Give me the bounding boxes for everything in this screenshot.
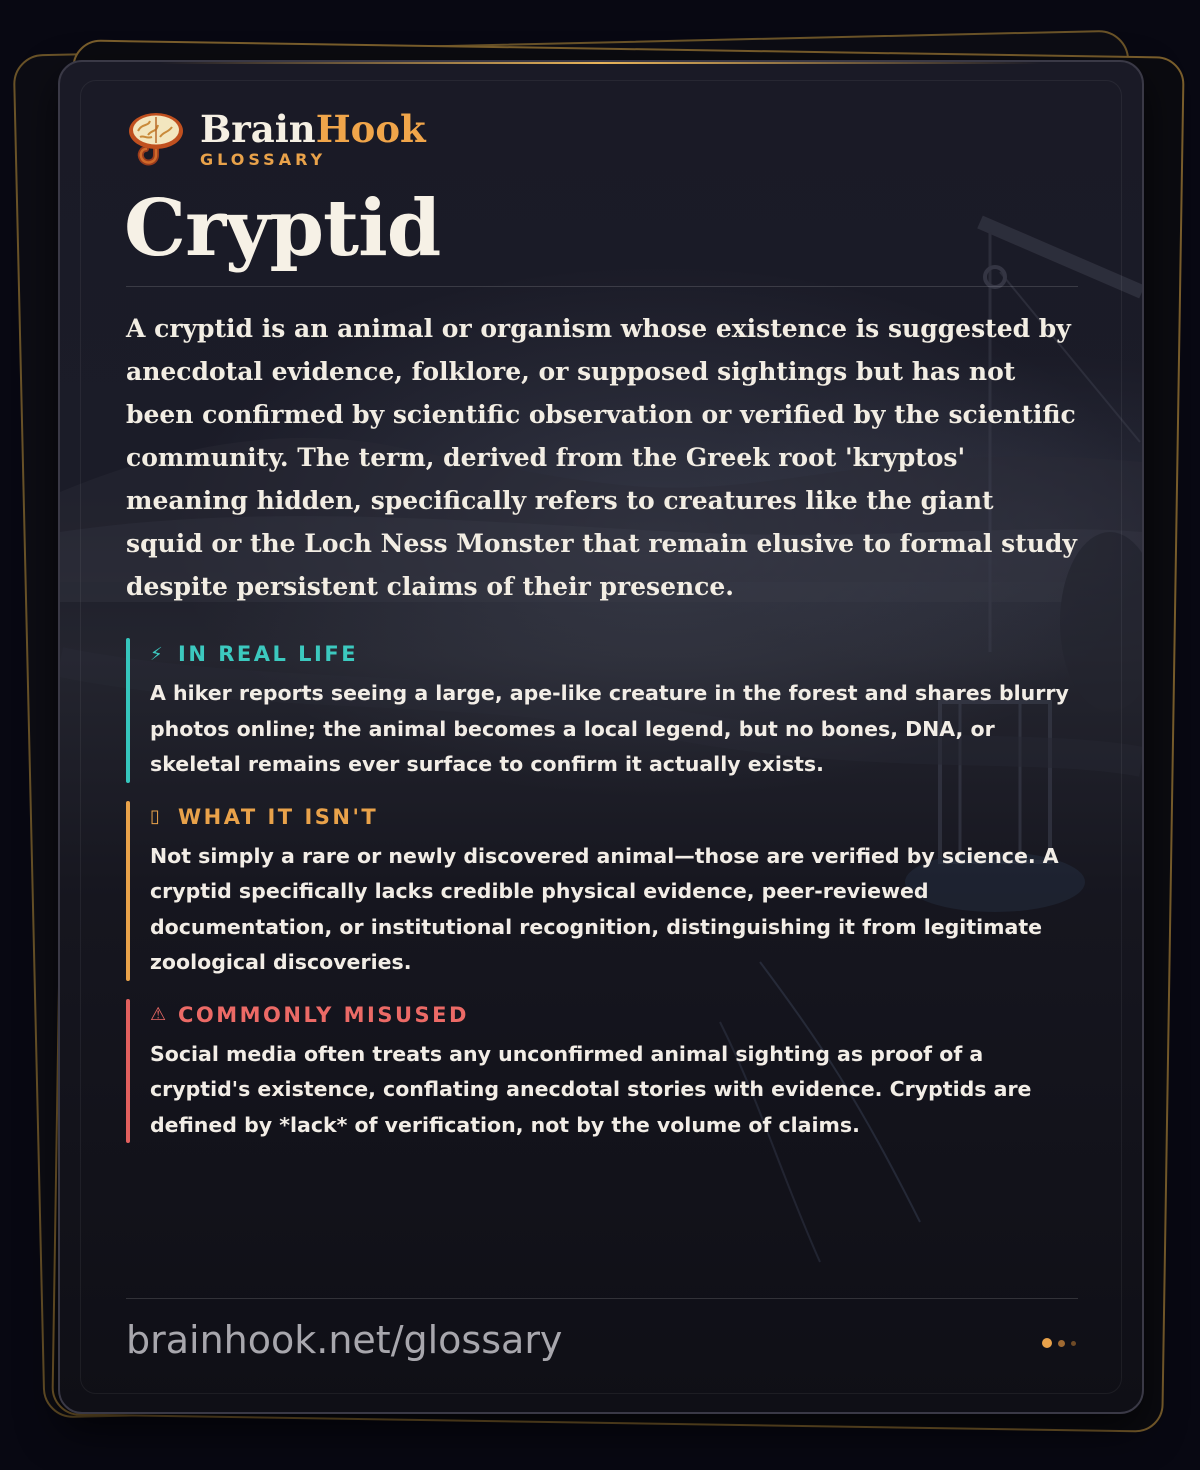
brand-subtitle: GLOSSARY	[200, 149, 327, 169]
card-content	[126, 108, 1078, 1143]
section-commonly-misused	[126, 999, 1078, 1144]
section-in-real-life	[126, 638, 1078, 783]
brand-name	[200, 106, 426, 151]
indicator-dot	[1058, 1340, 1065, 1347]
footer-url: brainhook.net/glossary	[126, 1318, 563, 1362]
brain-hook-icon	[126, 109, 186, 169]
footer-divider	[126, 1298, 1078, 1299]
section-heading-text: IN REAL LIFE	[178, 642, 359, 666]
lightning-icon: ⚡	[150, 643, 166, 665]
brand-name-part1: Brain	[200, 106, 316, 151]
indicator-dot-active	[1042, 1338, 1052, 1348]
section-body: Not simply a rare or newly discovered animal—those are verified by science. A cryptid specifically lacks credible physical evidence, peer-reviewed documentation, or institutional recognition, distinguishing it from legitimate zoological discoveries.	[150, 843, 1059, 974]
brand-header	[126, 108, 1078, 170]
section-heading-text: WHAT IT ISN'T	[178, 804, 379, 829]
indicator-dot	[1071, 1341, 1076, 1346]
section-heading	[150, 999, 1078, 1031]
section-heading	[150, 801, 1078, 833]
brand-name-part2: Hook	[315, 106, 426, 151]
glossary-card	[58, 60, 1144, 1414]
page-indicator-dots	[1042, 1338, 1076, 1348]
warning-icon: ⚠	[150, 1004, 169, 1025]
section-accent-bar	[126, 999, 130, 1144]
section-body: Social media often treats any unconfirmed animal sighting as proof of a cryptid's existence, conflating anecdotal stories with evidence. Cryptids are defined by *lack* of verification, not by the volume of claims.	[150, 1041, 1032, 1137]
title-divider	[126, 286, 1078, 287]
section-accent-bar	[126, 638, 130, 783]
section-accent-bar	[126, 801, 130, 981]
term-title: Cryptid	[124, 183, 441, 274]
missing-glyph-icon: ▯	[150, 806, 163, 827]
section-heading	[150, 638, 1078, 670]
term-definition: A cryptid is an animal or organism whose existence is suggested by anecdotal evidence, folklore, or supposed sightings but has not been confirmed by scientific observation or verified by the scientific community. The term, derived from the Greek root 'kryptos' meaning hidden, specifically refers to creatures like the giant squid or the Loch Ness Monster that remain elusive to formal study despite persistent claims of their presence.	[126, 314, 1077, 601]
section-what-it-isnt	[126, 801, 1078, 981]
section-heading-text: COMMONLY MISUSED	[178, 1002, 469, 1027]
section-body: A hiker reports seeing a large, ape-like creature in the forest and shares blurry photos online; the animal becomes a local legend, but no bones, DNA, or skeletal remains ever surface to confirm it actually exists.	[150, 681, 1069, 776]
